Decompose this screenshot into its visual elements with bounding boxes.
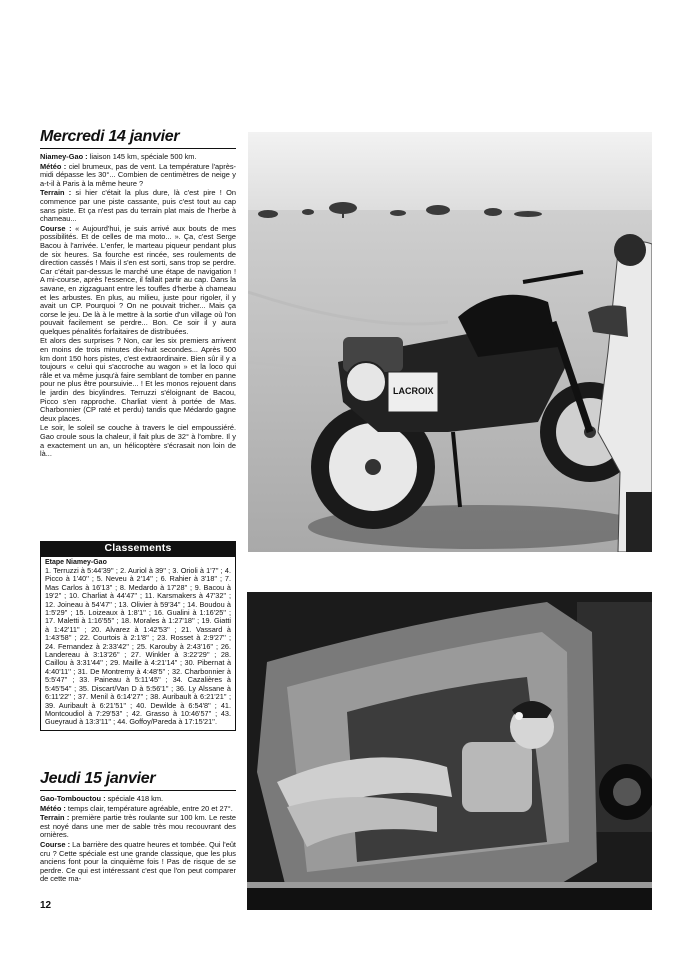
- classements-heading: Classements: [40, 541, 236, 556]
- paragraph-text: « Aujourd'hui, je suis arrivé aux bouts de mes possibilités. Et de celles de ma moto... ». Ça, c'est Serge Bacou à l'arrivée. L'enfer, le marteau piqueur pendant plus de six heures. Sa fourche est rincée, ses roulements de direction cassés ! Mais il s'en est sorti, sans trop se perdre. Car c'était par-dessus le marché une étape de navigation ! A mi-course, après l'essence, il fallait partir au cap. Dans la savane, en zigzaguant entre les touffes d'herbe à chameau et les arbustes. En plus, au milieu, juste pour rigoler, il y avait un CP. Pourquoi ? On ne pouvait tricher... Mais ça corse le jeu. De là à le mettre à la sortie d'un village où l'on pouvait facilement se perdre... Bon. Ce soir il y aura quelques pénalités forfaitaires de distribuées.: [40, 223, 236, 336]
- classements-stage: Etape Niamey-Gao: [45, 559, 107, 566]
- paragraph-text: spéciale 418 km.: [105, 794, 164, 803]
- photo-motorcycle-desert: [248, 132, 652, 552]
- paragraph-lead: Course :: [40, 223, 72, 233]
- photo-rider-tent: [247, 592, 652, 910]
- paragraph-text: si hier c'était la plus dure, là c'est pire ! On commence par une piste cassante, puis c'est tout au cap sans piste. Et ça n'est pas du terrain plat mais de l'herbe à chameau...: [40, 188, 236, 224]
- day1-title: Mercredi 14 janvier: [40, 128, 180, 145]
- paragraph-lead: Terrain :: [40, 813, 70, 823]
- paragraph-text: La barrière des quatre heures et tombée. Qui l'eût cru ? Cette spéciale est une grande classique, que les plus anciens font pour la cinquième fois ! Pas de risque de se perdre. Ce qui est intéressant c'est que l'on peut comparer de cette ma-: [40, 839, 236, 884]
- day1-paragraph: [40, 225, 236, 337]
- day1-paragraph: [40, 424, 236, 458]
- motorcycle-photo-image: [248, 132, 652, 552]
- paragraph-lead: Terrain :: [40, 188, 72, 198]
- classements-content: [40, 556, 236, 731]
- page-number: 12: [40, 900, 52, 911]
- paragraph-text: Et alors des surprises ? Non, car les six premiers arrivent en moins de trois minutes dix-huit secondes... Après 500 km dont 150 hors pistes, c'est extraordinaire. Bien sûr il y a toujours « celui qui s'accroche au wagon » et la loco qui râle et va même jusqu'à faire semblant de tomber en panne pour ne plus être poursuivie... ! Et les monos rejouent dans le jardin des bicylindres. Terruzzi s'éloignant de Bacou, Picco s'en rapproche. Charliat vient à portée de Mas. Charbonnier (CP raté et perdu) tandis que Médardo gagne deux places.: [40, 336, 236, 423]
- day2-paragraph: [40, 841, 236, 884]
- day2-title: Jeudi 15 janvier: [40, 770, 156, 787]
- day2-paragraph: [40, 795, 236, 804]
- paragraph-text: première partie très roulante sur 100 km. Le reste est noyé dans une mer de sable très mou recouvrant des ornières.: [40, 813, 236, 840]
- sticker-text: LACROIX: [393, 386, 434, 396]
- paragraph-lead: Niamey-Gao :: [40, 152, 88, 161]
- paragraph-text: Le soir, le soleil se couche à travers le ciel empoussiéré. Gao croule sous la chaleur, il fait plus de 32° à l'ombre. Il y a exactement un an, un hélicoptère s'écrasait non loin de là...: [40, 423, 236, 459]
- left-column: [40, 128, 236, 460]
- paragraph-lead: Météo :: [40, 803, 66, 813]
- paragraph-lead: Course :: [40, 839, 71, 849]
- paragraph-lead: Gao-Tombouctou :: [40, 794, 106, 803]
- day2-paragraph: [40, 805, 236, 814]
- classements-box: [40, 541, 236, 731]
- day1-body: [40, 153, 236, 459]
- tent-photo-image: [247, 592, 652, 910]
- day2-paragraph: [40, 814, 236, 840]
- paragraph-text: liaison 145 km, spéciale 500 km.: [87, 152, 197, 161]
- paragraph-text: ciel brumeux, pas de vent. La température l'après-midi dépasse les 30°... Combien de centimètres de neige y a-t-il à Paris à la même heure ?: [40, 161, 236, 188]
- paragraph-text: temps clair, température agréable, entre 20 et 27°.: [65, 803, 233, 813]
- paragraph-lead: Météo :: [40, 161, 67, 171]
- day2-section: [40, 770, 236, 885]
- day1-paragraph: [40, 337, 236, 423]
- classements-results: 1. Terruzzi à 5:44'39'' ; 2. Auriol à 39'' ; 3. Orioli à 1'7'' ; 4. Picco à 1'40'' ; 5. Neveu à 2'14'' ; 6. Rahier à 3'18'' ; 7. Mas Carlos à 16'13'' ; 8. Medardo à 17'28'' ; 9. Bacou à 19'2'' ; 10. Charliat à 44'47'' ; 11. Karsmakers à 47'32'' ; 12. Joineau à 54'47'' ; 13. Olivier à 59'34'' ; 14. Boudou à 1:5'29'' ; 15. Loizeaux à 1:8'1'' ; 16. Gualini à 1:16'25'' ; 17. Maletti à 1:16'55'' ; 18. Morales à 1:27'18'' ; 19. Giatti à 1:42'11'' ; 20. Alvarez à 1:42'53'' ; 21. Vassard à 1:43'58'' ; 22. Courtois à 2:1'8'' ; 23. Rosset à 2:9'27'' ; 24. Fernandez à 2:33'42'' ; 25. Karouby à 2:43'16'' ; 26. Landereau à 3:13'26'' ; 27. Winkler à 3:22'29'' ; 28. Caillou à 3:31'44'' ; 29. Maille à 4:21'14'' ; 30. Pibernat à 4:40'11'' ; 31. De Montremy à 4:48'5'' ; 32. Charbonnier à 5:5'47'' ; 33. Paineau à 5:11'45'' ; 34. Cazalières à 5:45'54'' ; 35. Discart/Van D à 5:56'1'' ; 36. Ly Alssane à 6:11'22'' ; 37. Menil à 6:14'27'' ; 38. Auribault à 6:21'21'' ; 39. Auribault à 6:21'51'' ; 40. Dewilde à 6:54'8'' ; 41. Montcoudiol à 7:29'53'' ; 42. Grasso à 10:46'57'' ; 43. Gueyraud à 13:3'11'' ; 44. Goffoy/Pareda à 17:15'21''.: [45, 566, 231, 727]
- day1-paragraph: [40, 153, 236, 162]
- day1-paragraph: [40, 163, 236, 189]
- title-rule: [40, 148, 236, 149]
- title-rule-2: [40, 790, 236, 791]
- day2-body: [40, 795, 236, 884]
- day1-paragraph: [40, 189, 236, 223]
